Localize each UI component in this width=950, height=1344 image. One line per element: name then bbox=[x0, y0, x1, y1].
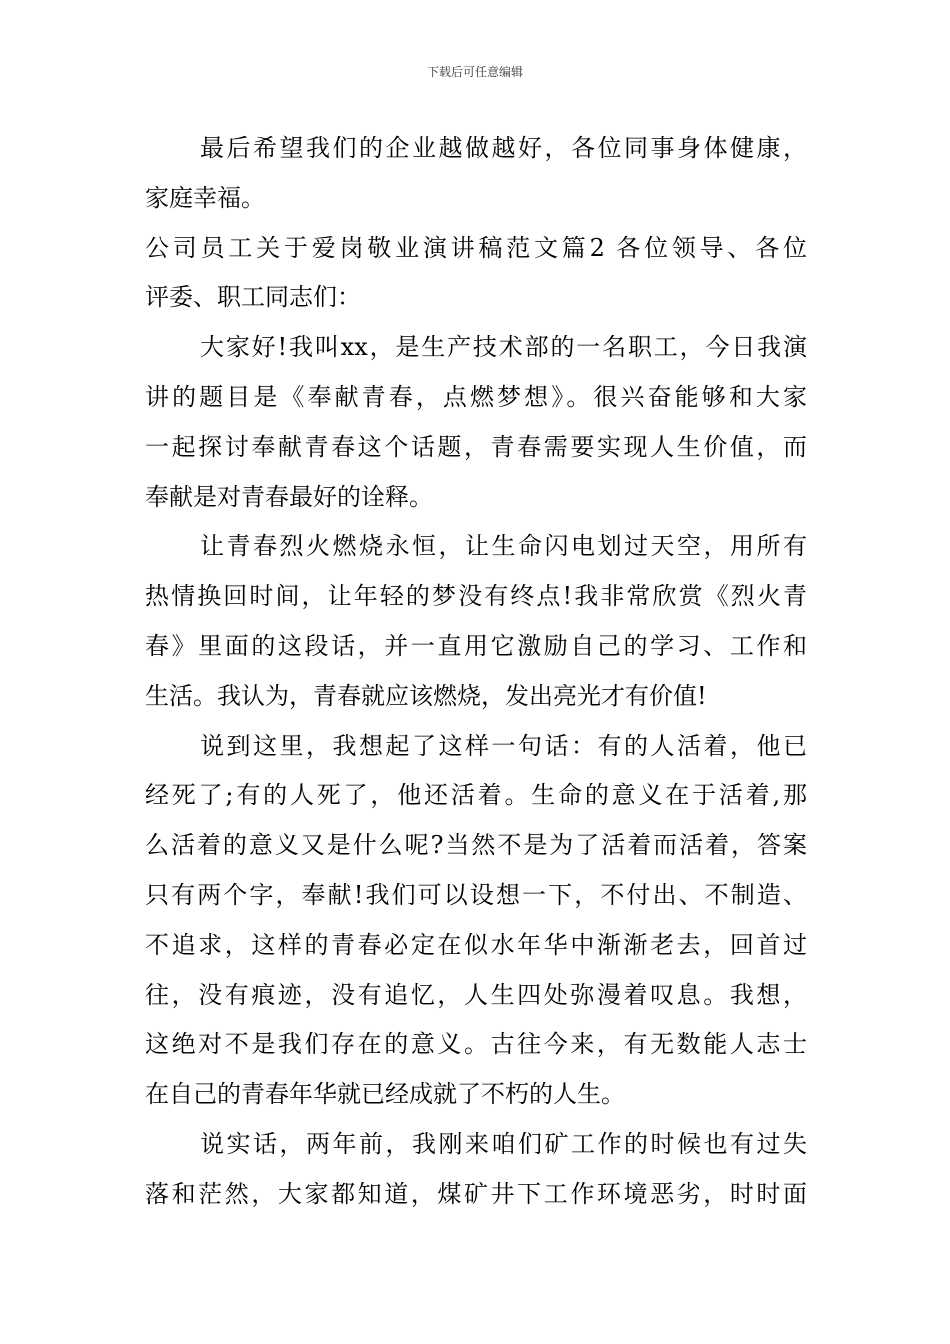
text-line: 说到这里，我想起了这样一句话：有的人活着，他已 bbox=[200, 731, 807, 760]
text-line: 在自己的青春年华就已经成就了不朽的人生。 bbox=[145, 1080, 625, 1109]
text-line: 让青春烈火燃烧永恒，让生命闪电划过天空，用所有 bbox=[200, 532, 807, 561]
text-line: 一起探讨奉献青春这个话题，青春需要实现人生价值，而 bbox=[145, 432, 807, 461]
page-header: 下载后可任意编辑 bbox=[426, 65, 523, 79]
text-line: 评委、职工同志们： bbox=[145, 283, 361, 312]
text-line: 只有两个字，奉献!我们可以设想一下，不付出、不制造、 bbox=[145, 880, 807, 909]
text-line: 么活着的意义又是什么呢?当然不是为了活着而活着，答案 bbox=[145, 831, 807, 860]
text-line: 最后希望我们的企业越做越好，各位同事身体健康， bbox=[200, 134, 807, 162]
text-line: 说实话，两年前，我刚来咱们矿工作的时候也有过失 bbox=[200, 1129, 807, 1158]
text-line: 大家好!我叫xx，是生产技术部的一名职工，今日我演 bbox=[200, 333, 807, 362]
text-line: 落和茫然，大家都知道，煤矿井下工作环境恶劣，时时面 bbox=[145, 1179, 807, 1208]
text-line: 热情换回时间，让年轻的梦没有终点!我非常欣赏《烈火青 bbox=[145, 582, 807, 611]
document-body bbox=[145, 124, 807, 1220]
text-line: 家庭幸福。 bbox=[145, 183, 265, 212]
text-line: 春》里面的这段话，并一直用它激励自己的学习、工作和 bbox=[145, 631, 807, 660]
text-line: 经死了;有的人死了，他还活着。生命的意义在于活着,那 bbox=[145, 781, 807, 810]
text-line: 往，没有痕迹，没有追忆，人生四处弥漫着叹息。我想， bbox=[145, 980, 807, 1009]
text-line: 这绝对不是我们存在的意义。古往今来，有无数能人志士 bbox=[145, 1030, 807, 1059]
text-line: 不追求，这样的青春必定在似水年华中渐渐老去，回首过 bbox=[145, 930, 807, 959]
text-line: 公司员工关于爱岗敬业演讲稿范文篇2 各位领导、各位 bbox=[145, 233, 807, 262]
text-line: 生活。我认为，青春就应该燃烧，发出亮光才有价值! bbox=[145, 681, 707, 710]
text-line: 讲的题目是《奉献青春，点燃梦想》。很兴奋能够和大家 bbox=[145, 382, 807, 411]
text-line: 奉献是对青春最好的诠释。 bbox=[145, 482, 433, 511]
